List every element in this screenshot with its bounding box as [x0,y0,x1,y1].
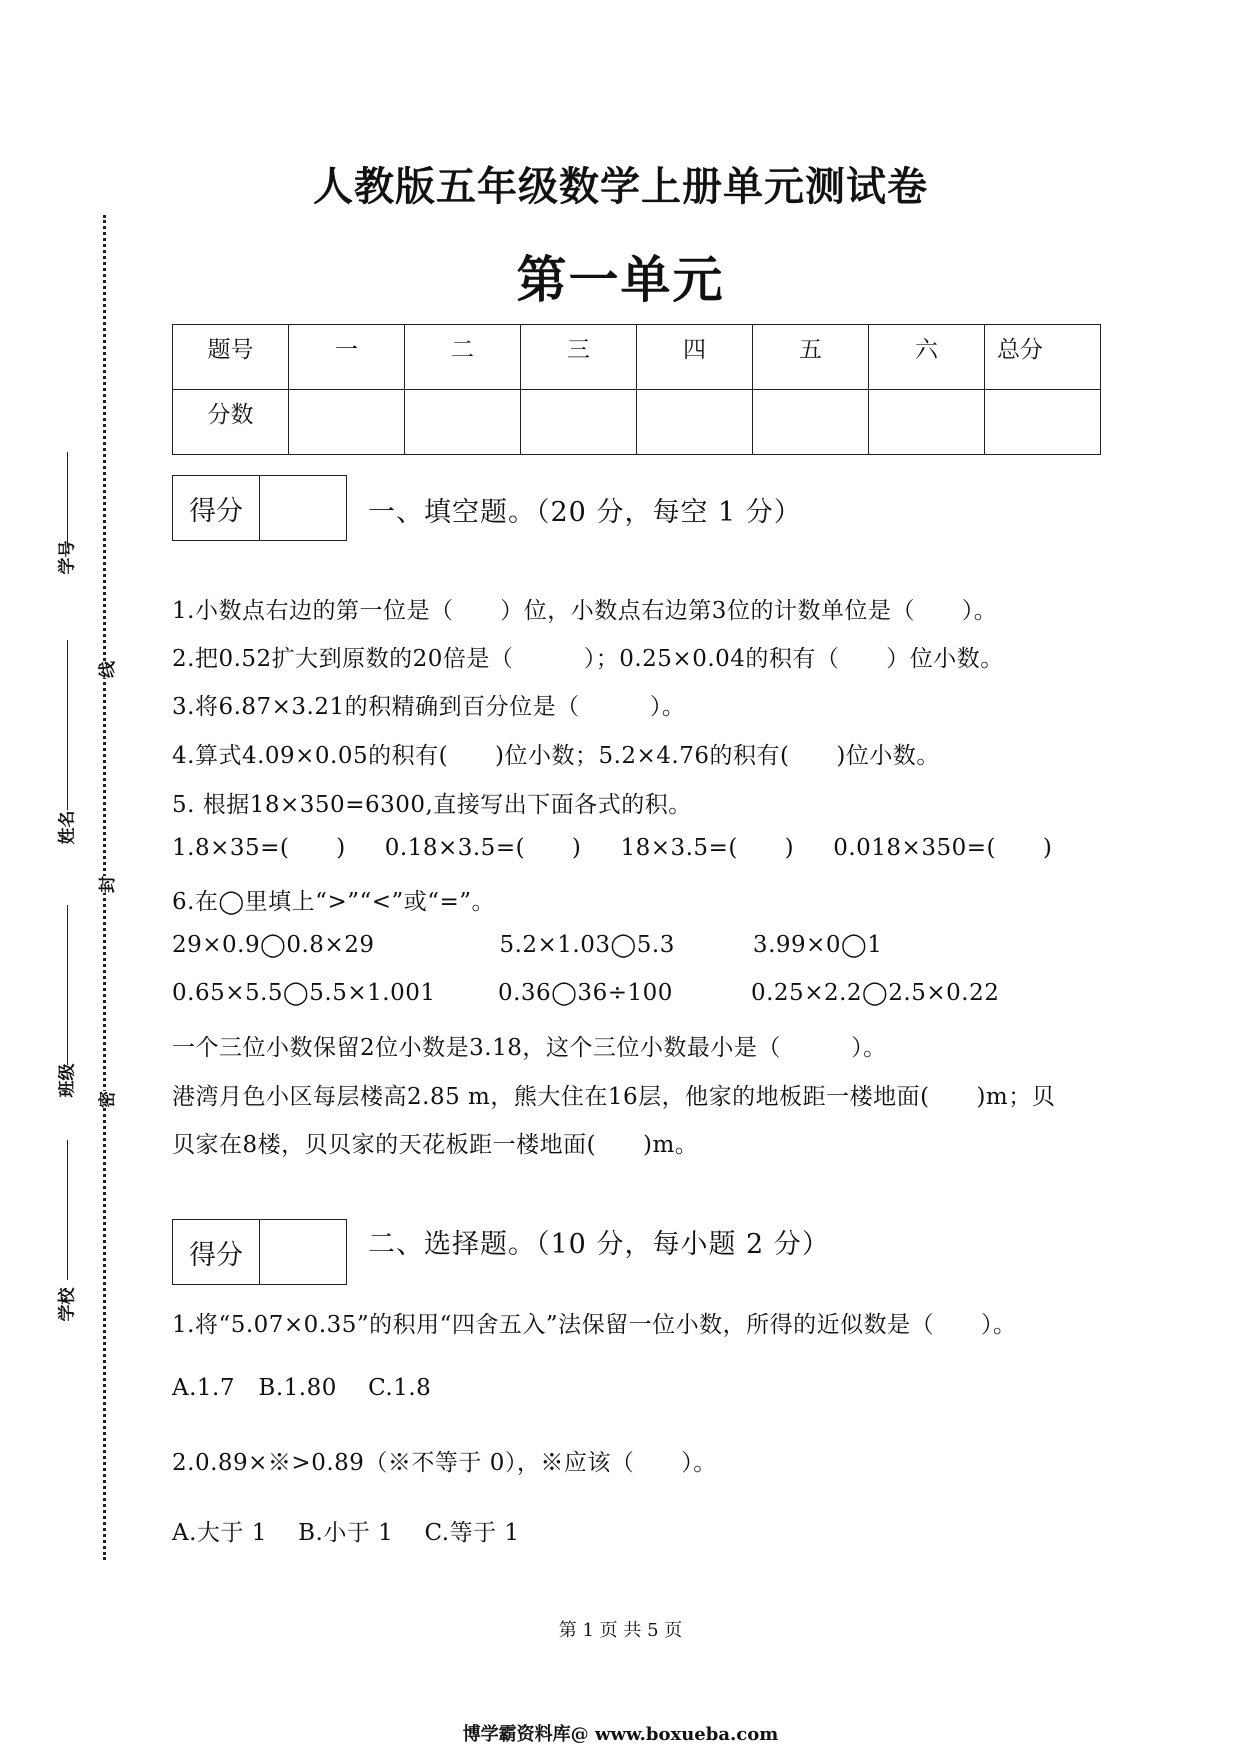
class-label: 班级 [57,1063,78,1098]
score-table-cell: 四 [637,325,753,390]
score-table-blank-cell[interactable] [637,390,753,455]
unit-title: 第一单元 [516,250,725,309]
question-2-2: 2.0.89×※>0.89（※不等于 0），※应该（ ）。 [172,1450,717,1476]
score-table-blank-cell[interactable] [521,390,637,455]
score-table-blank-cell[interactable] [869,390,985,455]
section2-score-box [172,1219,347,1285]
section1-title: 一、填空题。（20 分，每空 1 分） [368,497,802,528]
score-table-blank-cell[interactable] [985,390,1101,455]
score-box-blank[interactable] [260,1220,346,1284]
class-blank [67,905,68,1065]
question-1-1: 1.小数点右边的第一位是（ ）位，小数点右边第3位的计数单位是（ ）。 [172,598,998,624]
score-table-cell: 三 [521,325,637,390]
score-table [172,324,1101,455]
score-table-blank-cell[interactable] [289,390,405,455]
score-table-cell: 二 [405,325,521,390]
score-table-cell: 总分 [985,325,1101,390]
question-1-8-line2: 贝家在8楼，贝贝家的天花板距一楼地面( )m。 [172,1132,699,1158]
binding-mark-line: 线 [91,661,120,678]
question-1-3: 3.将6.87×3.21的积精确到百分位是（ ）。 [172,694,686,720]
score-table-cell: 分数 [173,390,289,455]
score-box-label: 得分 [173,1220,260,1284]
name-blank [67,640,68,810]
question-1-7: 一个三位小数保留2位小数是3.18，这个三位小数最小是（ ）。 [172,1035,887,1061]
score-table-cell: 六 [869,325,985,390]
question-1-6-row1: 29×0.9◯0.8×29 5.2×1.03◯5.3 3.99×0◯1 [172,932,883,958]
page-number: 第 1 页 共 5 页 [558,1620,683,1641]
score-table-cell: 五 [753,325,869,390]
binding-mark-dense: 密 [91,1091,120,1108]
score-table-header-row [173,325,1101,390]
question-1-4: 4.算式4.09×0.05的积有( )位小数；5.2×4.76的积有( )位小数。 [172,743,940,769]
exam-title: 人教版五年级数学上册单元测试卷 [313,163,928,210]
score-box-label: 得分 [173,476,260,540]
question-1-8-line1: 港湾月色小区每层楼高2.85 m，熊大住在16层，他家的地板距一楼地面( )m；贝 [172,1084,1056,1110]
student-id-blank [67,452,68,548]
binding-mark-seal: 封 [91,876,120,893]
section2-title: 二、选择题。（10 分，每小题 2 分） [368,1229,830,1260]
watermark-text: 博学霸资料库@ www.boxueba.com [462,1724,779,1745]
question-1-5-items: 1.8×35=( ) 0.18×3.5=( ) 18×3.5=( ) 0.018×350=( ) [172,835,1053,861]
question-2-1-options: A.1.7 B.1.80 C.1.8 [172,1375,432,1401]
score-table-cell: 一 [289,325,405,390]
school-label: 学校 [57,1287,78,1322]
name-label: 姓名 [57,810,78,845]
question-2-1: 1.将“5.07×0.35”的积用“四舍五入”法保留一位小数，所得的近似数是（ ）。 [172,1312,1017,1338]
score-table-blank-cell[interactable] [753,390,869,455]
score-table-blank-cell[interactable] [405,390,521,455]
question-2-2-options: A.大于 1 B.小于 1 C.等于 1 [172,1520,520,1546]
question-1-2: 2.把0.52扩大到原数的20倍是（ ）；0.25×0.04的积有（ ）位小数。 [172,646,1004,672]
school-blank [67,1140,68,1280]
question-1-5: 5. 根据18×350=6300,直接写出下面各式的积。 [172,792,692,818]
score-table-score-row [173,390,1101,455]
score-table-cell: 题号 [173,325,289,390]
question-1-6: 6.在◯里填上“>”“<”或“=”。 [172,889,496,915]
question-1-6-row2: 0.65×5.5◯5.5×1.001 0.36◯36÷100 0.25×2.2◯2.5×0.22 [172,980,1000,1006]
section1-score-box [172,475,347,541]
student-id-label: 学号 [57,540,78,575]
score-box-blank[interactable] [260,476,346,540]
